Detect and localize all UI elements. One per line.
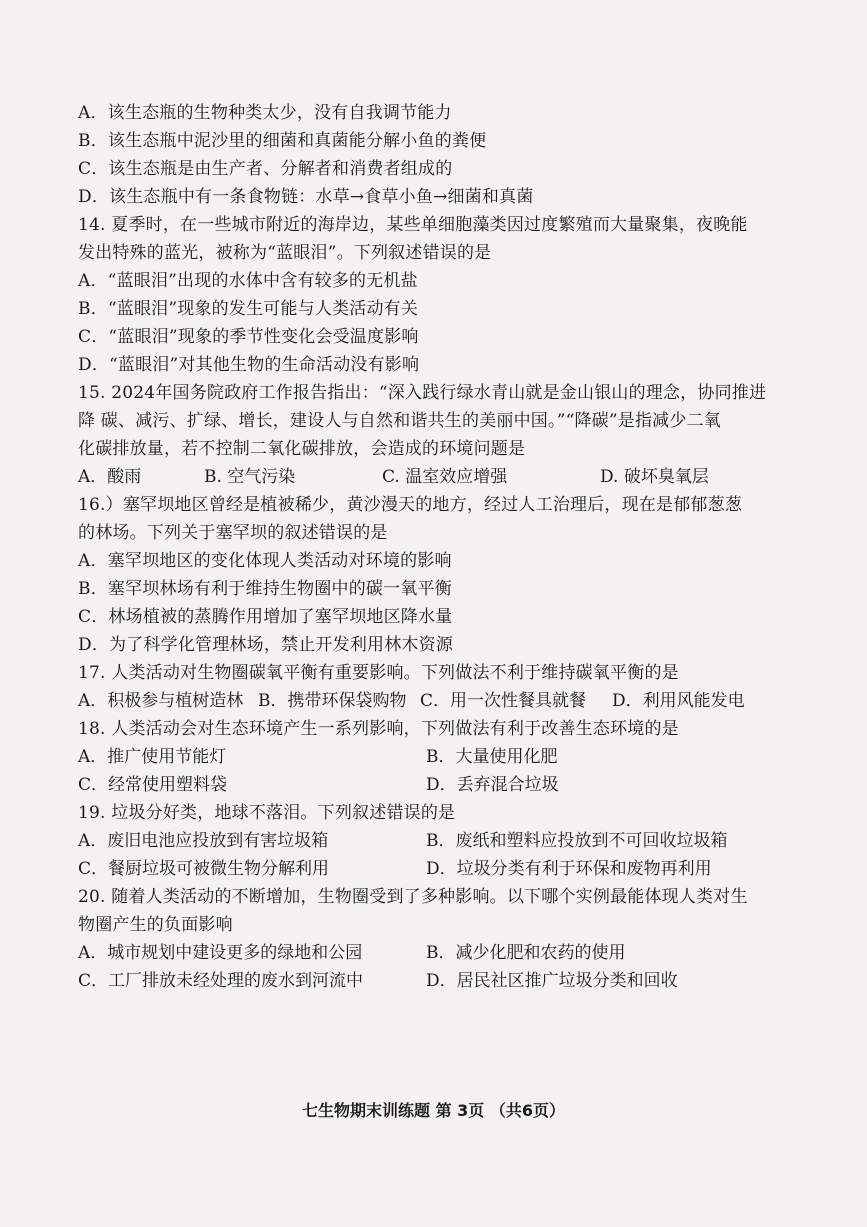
q20-option-d: D．居民社区推广垃圾分类和回收 xyxy=(426,971,678,991)
q20-stem-line1: 20. 随着人类活动的不断增加，生物圈受到了多种影响。以下哪个实例最能体现人类对生 xyxy=(78,887,748,907)
q20-option-b: B．减少化肥和农药的使用 xyxy=(426,943,626,963)
q19-option-c: C．餐厨垃圾可被微生物分解利用 xyxy=(78,859,330,879)
q16-option-b: B．塞罕坝林场有利于维持生物圈中的碳一氧平衡 xyxy=(78,579,452,599)
q14-option-a: A．“蓝眼泪”出现的水体中含有较多的无机盐 xyxy=(78,271,418,291)
q16-stem-line2: 的林场。下列关于塞罕坝的叙述错误的是 xyxy=(78,523,388,543)
q16-stem-line1: 16.）塞罕坝地区曾经是植被稀少，黄沙漫天的地方，经过人工治理后，现在是郁郁葱葱 xyxy=(78,495,743,515)
q15-option-a: A．酸雨 xyxy=(78,467,142,487)
q15-stem-line2: 降 碳、减污、扩绿、增长，建设人与自然和谐共生的美丽中国。”“降碳”是指减少二氧 xyxy=(78,411,721,431)
q14-option-d: D．“蓝眼泪”对其他生物的生命活动没有影响 xyxy=(78,355,420,375)
q19-option-d: D．垃圾分类有利于环保和废物再利用 xyxy=(426,859,712,879)
q14-stem-line1: 14. 夏季时，在一些城市附近的海岸边，某些单细胞藻类因过度繁殖而大量聚集，夜晚能 xyxy=(78,215,748,235)
q17-option-d: D．利用风能发电 xyxy=(612,691,745,711)
q18-option-d: D．丢弃混合垃圾 xyxy=(426,775,559,795)
q17-option-a: A．积极参与植树造林 xyxy=(78,691,244,711)
q14-stem-line2: 发出特殊的蓝光，被称为“蓝眼泪”。下列叙述错误的是 xyxy=(78,243,492,263)
q13-option-a: A．该生态瓶的生物种类太少，没有自我调节能力 xyxy=(78,103,452,123)
q17-option-b: B．携带环保袋购物 xyxy=(258,691,407,711)
q16-option-d: D．为了科学化管理林场，禁止开发利用林木资源 xyxy=(78,635,454,655)
q20-option-a: A．城市规划中建设更多的绿地和公园 xyxy=(78,943,363,963)
q13-option-b: B．该生态瓶中泥沙里的细菌和真菌能分解小鱼的粪便 xyxy=(78,131,487,151)
q15-option-b: B. 空气污染 xyxy=(204,467,296,487)
q19-stem: 19. 垃圾分好类，地球不落泪。下列叙述错误的是 xyxy=(78,803,456,823)
q18-stem: 18. 人类活动会对生态环境产生一系列影响，下列做法有利于改善生态环境的是 xyxy=(78,719,679,739)
q14-option-c: C．“蓝眼泪”现象的季节性变化会受温度影响 xyxy=(78,327,419,347)
q13-option-d: D．该生态瓶中有一条食物链：水草→食草小鱼→细菌和真菌 xyxy=(78,187,534,207)
q15-stem-line1: 15. 2024年国务院政府工作报告指出：“深入践行绿水青山就是金山银山的理念，协同推进 xyxy=(78,383,767,403)
q13-option-c: C．该生态瓶是由生产者、分解者和消费者组成的 xyxy=(78,159,453,179)
q19-option-a: A．废旧电池应投放到有害垃圾箱 xyxy=(78,831,329,851)
q17-option-c: C．用一次性餐具就餐 xyxy=(420,691,587,711)
q15-stem-line3: 化碳排放量，若不控制二氧化碳排放，会造成的环境问题是 xyxy=(78,439,526,459)
q20-stem-line2: 物圈产生的负面影响 xyxy=(78,915,233,935)
q15-option-d: D. 破坏臭氧层 xyxy=(600,467,709,487)
q14-option-b: B．“蓝眼泪”现象的发生可能与人类活动有关 xyxy=(78,299,419,319)
page-footer: 七生物期末训练题 第 3页 （共6页） xyxy=(302,1101,565,1120)
q18-option-b: B．大量使用化肥 xyxy=(426,747,558,767)
q16-option-c: C．林场植被的蒸腾作用增加了塞罕坝地区降水量 xyxy=(78,607,453,627)
q18-option-a: A．推广使用节能灯 xyxy=(78,747,227,767)
q19-option-b: B．废纸和塑料应投放到不可回收垃圾箱 xyxy=(426,831,728,851)
q20-option-c: C．工厂排放未经处理的废水到河流中 xyxy=(78,971,364,991)
q16-option-a: A．塞罕坝地区的变化体现人类活动对环境的影响 xyxy=(78,551,452,571)
q15-option-c: C. 温室效应增强 xyxy=(382,467,508,487)
q17-stem: 17. 人类活动对生物圈碳氧平衡有重要影响。下列做法不利于维持碳氧平衡的是 xyxy=(78,663,679,683)
q18-option-c: C．经常使用塑料袋 xyxy=(78,775,228,795)
